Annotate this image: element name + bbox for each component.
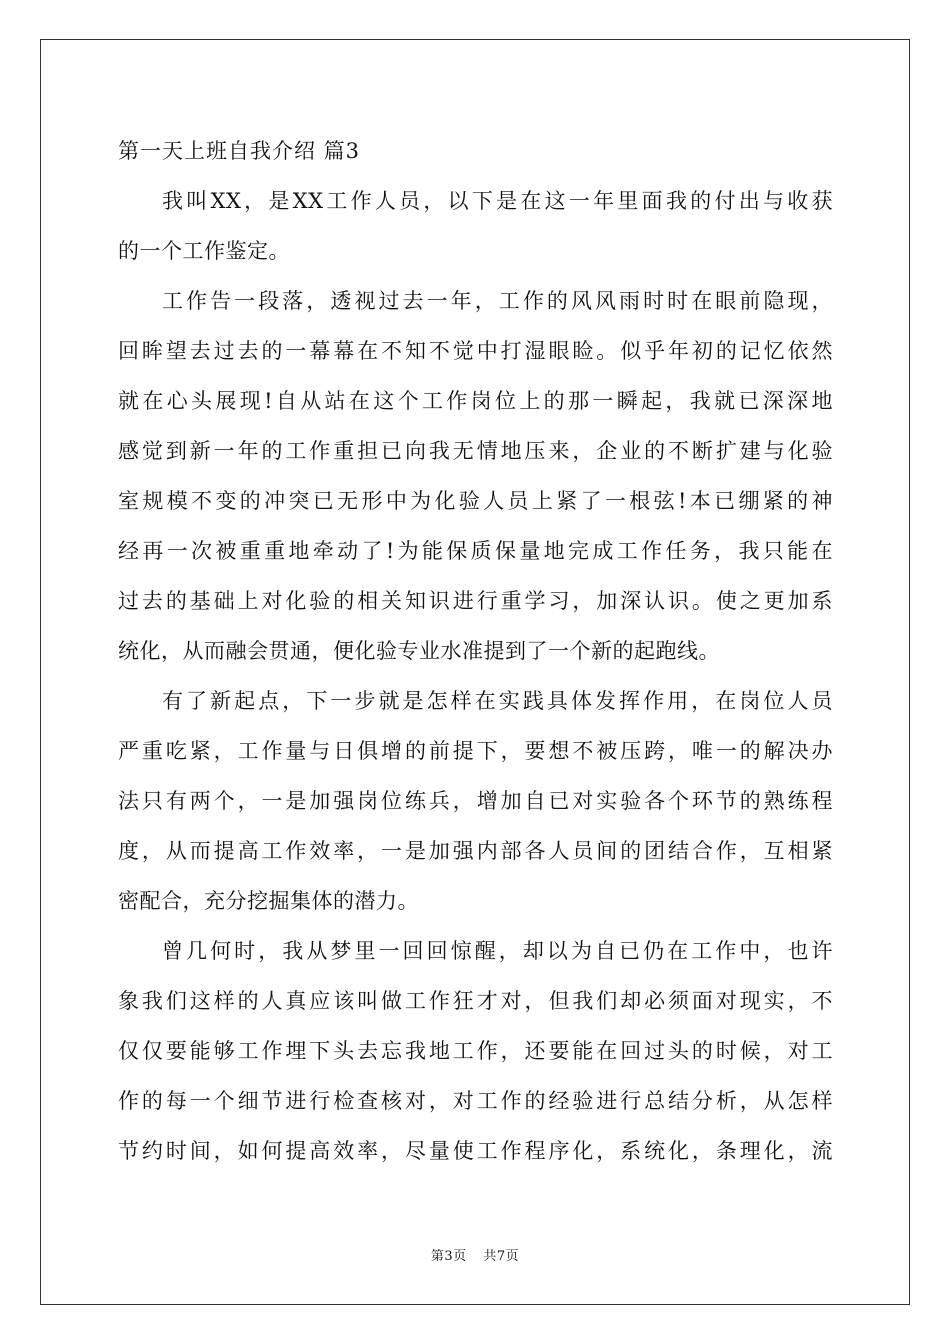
text-line: 作的每一个细节进行检查核对，对工作的经验进行总结分析，从怎样 <box>118 1089 833 1113</box>
text-line: 工作告一段落，透视过去一年，工作的风风雨时时在眼前隐现， <box>162 289 833 313</box>
page-total: 共7页 <box>483 1249 520 1264</box>
text-line: 密配合，充分挖掘集体的潜力。 <box>118 889 419 913</box>
page-number: 第3页 <box>430 1249 467 1264</box>
text-line: 就在心头展现!自从站在这个工作岗位上的那一瞬起，我就已深深地 <box>118 389 833 413</box>
text-line: 室规模不变的冲突已无形中为化验人员上紧了一根弦!本已绷紧的神 <box>118 489 833 513</box>
page-footer <box>0 1248 950 1266</box>
paragraph-3 <box>118 676 833 926</box>
paragraph-2 <box>118 276 833 676</box>
text-line: 经再一次被重重地牵动了!为能保质保量地完成工作任务，我只能在 <box>118 539 833 563</box>
text-line: 法只有两个，一是加强岗位练兵，增加自已对实验各个环节的熟练程 <box>118 789 833 813</box>
text-line: 感觉到新一年的工作重担已向我无情地压来，企业的不断扩建与化验 <box>118 439 833 463</box>
text-line: 的一个工作鉴定。 <box>118 239 290 263</box>
text-line: 统化，从而融会贯通，便化验专业水准提到了一个新的起跑线。 <box>118 639 720 663</box>
text-line: 曾几何时，我从梦里一回回惊醒，却以为自已仍在工作中，也许 <box>162 939 833 963</box>
text-line: 仅仅要能够工作埋下头去忘我地工作，还要能在回过头的时候，对工 <box>118 1039 833 1063</box>
text-line: 过去的基础上对化验的相关知识进行重学习，加深认识。使之更加系 <box>118 589 833 613</box>
text-line: 我叫XX，是XX工作人员，以下是在这一年里面我的付出与收获 <box>162 189 833 213</box>
paragraph-1 <box>118 176 833 276</box>
text-line: 度，从而提高工作效率，一是加强内部各人员间的团结合作，互相紧 <box>118 839 833 863</box>
text-line: 有了新起点，下一步就是怎样在实践具体发挥作用，在岗位人员 <box>162 689 833 713</box>
document-body <box>118 126 833 1176</box>
text-line: 象我们这样的人真应该叫做工作狂才对，但我们却必须面对现实，不 <box>118 989 833 1013</box>
text-line: 严重吃紧，工作量与日俱增的前提下，要想不被压跨，唯一的解决办 <box>118 739 833 763</box>
text-line: 节约时间，如何提高效率，尽量使工作程序化，系统化，条理化，流 <box>118 1139 833 1163</box>
text-line: 回眸望去过去的一幕幕在不知不觉中打湿眼睑。似乎年初的记忆依然 <box>118 339 833 363</box>
paragraph-4 <box>118 926 833 1176</box>
document-title: 第一天上班自我介绍 篇3 <box>118 139 361 163</box>
